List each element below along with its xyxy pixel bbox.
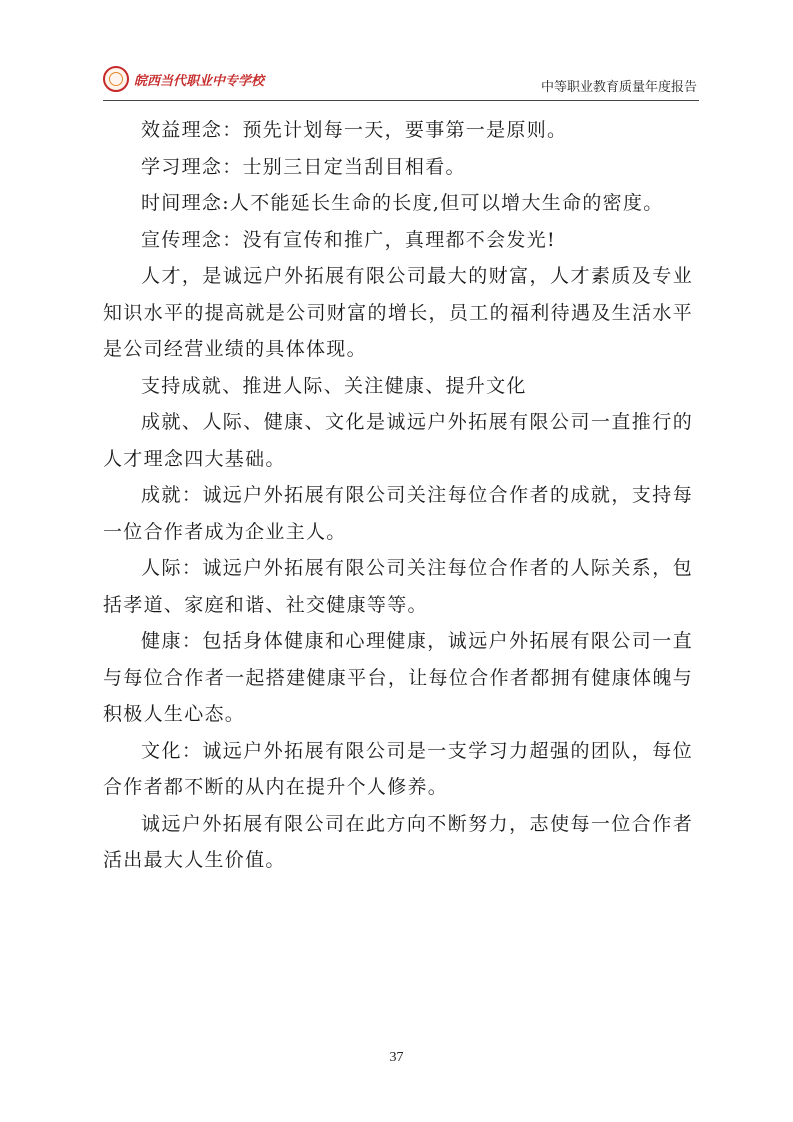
paragraph: 成就、人际、健康、文化是诚远户外拓展有限公司一直推行的人才理念四大基础。: [103, 411, 693, 470]
paragraph: 学习理念：士别三日定当刮目相看。: [141, 155, 466, 178]
paragraph: 时间理念:人不能延长生命的长度,但可以增大生命的密度。: [141, 192, 664, 214]
paragraph: 效益理念：预先计划每一天，要事第一是原则。: [141, 119, 568, 141]
school-logo: [103, 64, 264, 94]
paragraph: 人才，是诚远户外拓展有限公司最大的财富，人才素质及专业知识水平的提高就是公司财富的增长，员工的福利待遇及生活水平是公司经营业绩的具体体现。: [103, 265, 693, 360]
paragraph: 支持成就、推进人际、关注健康、提升文化: [141, 374, 527, 397]
paragraph: 成就：诚远户外拓展有限公司关注每位合作者的成就，支持每一位合作者成为企业主人。: [103, 484, 693, 543]
page-header: [103, 62, 699, 98]
body-text: [103, 112, 693, 879]
page-number: 37: [389, 1050, 404, 1065]
paragraph: 人际：诚远户外拓展有限公司关注每位合作者的人际关系，包括孝道、家庭和谐、社交健康等等。: [103, 557, 693, 616]
school-seal-icon: [103, 66, 129, 92]
paragraph: 健康：包括身体健康和心理健康，诚远户外拓展有限公司一直与每位合作者一起搭建健康平台，让每位合作者都拥有健康体魄与积极人生心态。: [103, 630, 693, 725]
school-name: 皖西当代职业中专学校: [134, 73, 265, 89]
paragraph: 宣传理念：没有宣传和推广，真理都不会发光!: [141, 228, 556, 251]
report-title: 中等职业教育质量年度报告: [540, 80, 697, 95]
header-divider: [103, 100, 699, 101]
paragraph: 诚远户外拓展有限公司在此方向不断努力，志使每一位合作者活出最大人生价值。: [103, 812, 693, 871]
paragraph: 文化：诚远户外拓展有限公司是一支学习力超强的团队，每位合作者都不断的从内在提升个人修养。: [103, 739, 693, 798]
